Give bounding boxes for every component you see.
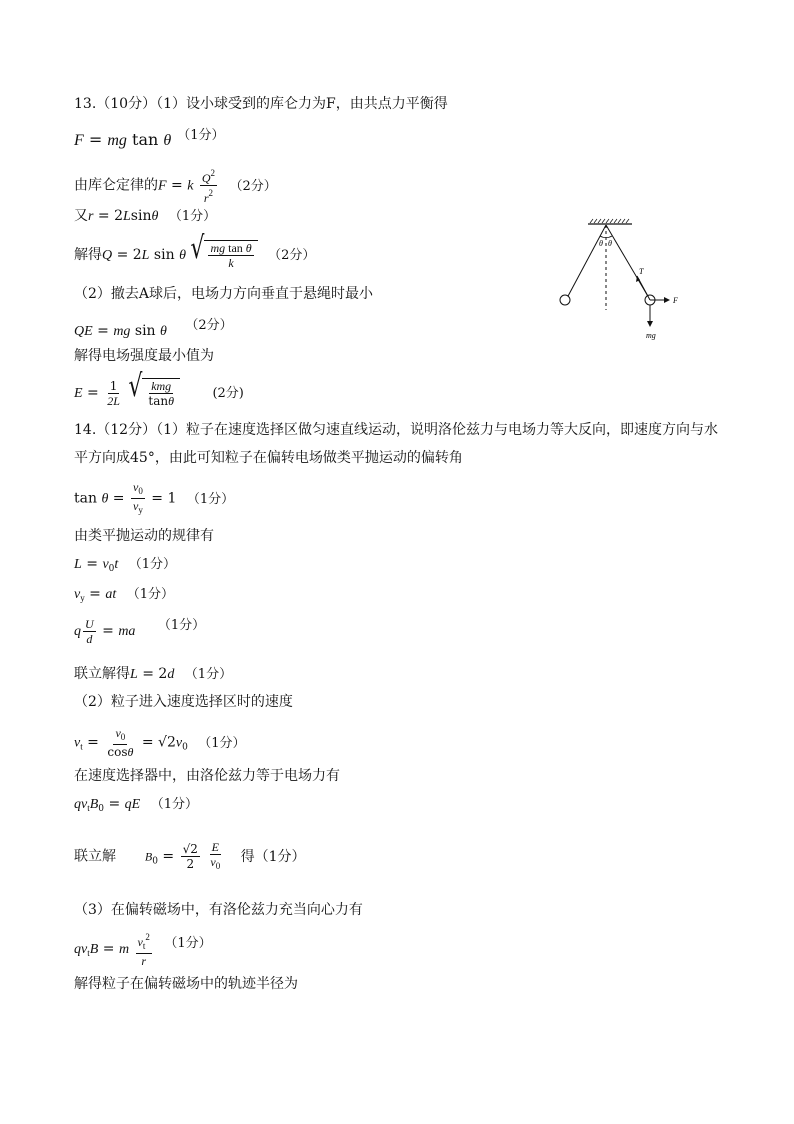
p14-eq10: 联立解 $B_0$ = $\frac{√2}{2}$ $\frac{E}{v_0}$ 得（1分） xyxy=(74,840,306,871)
theta-right-label: θ xyxy=(608,239,612,248)
theta-left-label: θ xyxy=(599,239,603,248)
p14-eq6: 联立解得L = 2d （1分） xyxy=(74,666,233,682)
p13-eq4: 解得Q = 2L sin θ √ $\frac{\text{mg tan θ}}{k}$ （2分） xyxy=(74,231,316,270)
force-label: F xyxy=(673,296,678,305)
p14-l12: 解得粒子在偏转磁场中的轨迹半径为 xyxy=(74,976,298,992)
tension-label: T xyxy=(639,267,644,276)
p13-eq1: F = mg tan θ $^{(1分)}$ xyxy=(74,128,225,149)
p13-l6: 解得电场强度最小值为 xyxy=(74,348,214,364)
p14-header2: 平方向成45°，由此可知粒子在偏转电场做类平抛运动的偏转角 xyxy=(74,450,463,466)
p14-eq4: $v_y$ = at （1分） xyxy=(74,586,174,603)
pendulum-diagram xyxy=(550,218,690,348)
ball-left xyxy=(560,295,570,305)
p13-eq5: QE = mg sin θ （2分） xyxy=(74,318,233,339)
p13-header: 13.（10分）（1）设小球受到的库仑力为F，由共点力平衡得 xyxy=(74,96,448,112)
p14-eq11: $qv_tB = m$ $\frac{v_t^2}{r}$ （1分） xyxy=(74,932,212,968)
weight-label: mg xyxy=(646,331,656,340)
p14-header1: 14.（12分）（1）粒子在速度选择区做匀速直线运动，说明洛伦兹力与电场力等大反向，即速度方向与水 xyxy=(74,422,718,438)
p13-eq2: 由库仑定律的F = k $\frac{Q^2}{r^2}$ （2分） xyxy=(74,168,277,205)
p14-eq9: $qv_tB_0$ = qE （1分） xyxy=(74,796,198,814)
ceiling xyxy=(588,219,632,224)
p13-eq3: 又r = 2Lsinθ （1分） xyxy=(74,208,217,224)
p14-eq1: tan θ = $\frac{v_0}{v_y}$ = 1 （1分） xyxy=(74,480,235,515)
p13-eq7: E = $\frac{1}{2L}$ √ $\frac{\text{kmg}}{\tan\theta}$ (2分) xyxy=(74,369,244,408)
tension-arrow xyxy=(636,276,650,300)
p14-eq7: $v_t$ = $\frac{v_0}{\cos\theta}$ = $√2v_0$ （1分） xyxy=(74,726,246,759)
p14-eq5: q $\frac{U}{d}$ = ma （1分） xyxy=(74,616,206,646)
p14-eq3: $L = v_0t$ （1分） xyxy=(74,556,177,574)
p14-l2: 由类平抛运动的规律有 xyxy=(74,528,214,544)
p14-l8: 在速度选择器中，由洛伦兹力等于电场力有 xyxy=(74,768,340,784)
p14-part3: （3）在偏转磁场中，有洛伦兹力充当向心力有 xyxy=(74,902,363,918)
weight-arrow xyxy=(647,305,653,327)
p14-part2: （2）粒子进入速度选择区时的速度 xyxy=(74,694,293,710)
angle-arc xyxy=(600,236,612,238)
p13-part2: （2）撤去A球后，电场力方向垂直于悬绳时最小 xyxy=(74,286,374,302)
